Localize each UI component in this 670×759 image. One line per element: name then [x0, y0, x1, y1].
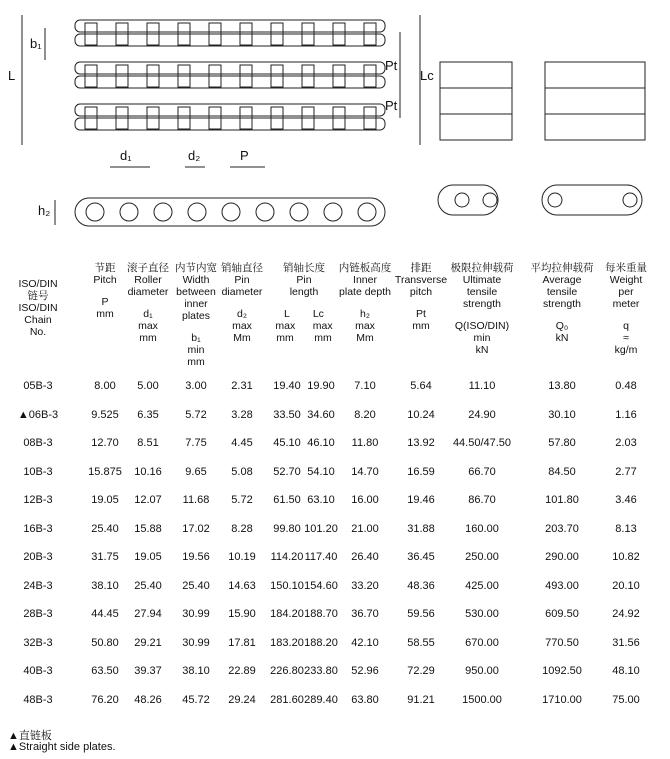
table-cell: 101.80: [545, 494, 579, 506]
table-cell: 86.70: [468, 494, 496, 506]
table-cell: 19.05: [91, 494, 119, 506]
table-cell: 33.20: [351, 579, 379, 592]
table-cell: 44.50/47.50: [452, 437, 512, 449]
table-cell: 233.80: [304, 665, 338, 677]
dim-L: L: [8, 68, 16, 83]
dim-pt-lower: Pt: [385, 98, 398, 113]
table-cell: 19.40: [273, 380, 301, 392]
dim-P: P: [240, 148, 249, 163]
dim-h2: h₂: [38, 203, 51, 218]
end-view-chain-cranked: [542, 62, 645, 215]
column-header: 排距 Transverse pitch Pt mm: [394, 262, 448, 332]
column-header: 内链板高度 Inner plate depth h₂ max Mm: [338, 262, 392, 344]
table-cell: 13.80: [548, 380, 576, 392]
side-roller: [120, 203, 138, 221]
table-cell: 12.07: [134, 494, 162, 506]
table-cell: 21.00: [351, 522, 379, 535]
table-cell: 25.40: [91, 522, 119, 535]
table-cell: 6.35: [137, 408, 159, 421]
table-cell: 75.00: [612, 693, 640, 706]
table-cell: 42.10: [351, 636, 379, 649]
dim-d1: d₁: [120, 148, 132, 163]
table-cell: 61.50: [273, 494, 301, 506]
table-cell: 31.75: [91, 551, 119, 563]
table-cell: 7.10: [354, 380, 376, 392]
table-cell: 3.46: [615, 494, 637, 506]
chain-number: 05B-3: [23, 380, 53, 392]
top-view-chain: [75, 20, 385, 130]
side-roller: [188, 203, 206, 221]
table-cell: 63.10: [307, 494, 335, 506]
table-cell: 184.20: [270, 608, 304, 620]
table-cell: 38.10: [182, 665, 210, 677]
table-cell: 203.70: [545, 522, 579, 535]
table-cell: 52.70: [273, 465, 301, 478]
chain-number: 16B-3: [23, 522, 53, 535]
table-cell: 950.00: [465, 665, 499, 677]
footnote-cn: ▲直链板: [8, 730, 52, 742]
table-cell: 99.80: [273, 522, 301, 535]
column-header: 极限拉伸载荷 Ultimate tensile strength Q(ISO/DIN) min kN: [450, 262, 514, 356]
table-cell: 66.70: [468, 465, 496, 478]
column-header: 销轴长度 Pin length L Lc max max mm mm: [275, 262, 333, 344]
column-header: 节距 Pitch P mm: [93, 262, 117, 320]
table-cell: 25.40: [134, 579, 162, 592]
table-cell: 63.80: [351, 693, 379, 706]
table-cell: 15.90: [228, 608, 256, 620]
table-cell: 183.20: [270, 636, 304, 649]
chain-number: 10B-3: [23, 465, 53, 478]
column-header: 每米重量 Weight per meter q ≈ kg/m: [605, 262, 647, 356]
table-cell: 44.45: [91, 608, 119, 620]
column-header: 滚子直径 Roller diameter d₁ max mm: [127, 262, 169, 344]
chain-number: 48B-3: [23, 693, 53, 706]
table-cell: 1500.00: [462, 693, 502, 706]
end-view-chain: [438, 62, 512, 215]
table-cell: 493.00: [545, 579, 579, 592]
table-cell: 19.90: [307, 380, 335, 392]
table-cell: 14.63: [228, 579, 256, 592]
table-cell: 58.55: [407, 636, 435, 649]
table-cell: 17.02: [182, 522, 210, 535]
table-cell: 7.75: [185, 437, 207, 449]
table-cell: 17.81: [228, 636, 256, 649]
table-cell: 154.60: [304, 579, 338, 592]
side-roller: [256, 203, 274, 221]
chain-number: 20B-3: [23, 551, 53, 563]
chain-number: 24B-3: [23, 579, 53, 592]
table-cell: 8.13: [615, 522, 637, 535]
table-cell: 188.70: [304, 608, 338, 620]
table-cell: 19.56: [182, 551, 210, 563]
dim-d2: d₂: [188, 148, 201, 163]
table-cell: 19.05: [134, 551, 162, 563]
table-cell: 48.36: [407, 579, 435, 592]
table-cell: 250.00: [465, 551, 499, 563]
table-cell: 48.10: [612, 665, 640, 677]
table-cell: 24.90: [468, 408, 496, 421]
table-cell: 16.59: [407, 465, 435, 478]
table-cell: 38.10: [91, 579, 119, 592]
table-cell: 30.10: [548, 408, 576, 421]
table-cell: 8.51: [137, 437, 159, 449]
table-cell: 5.64: [410, 380, 432, 392]
table-cell: 31.88: [407, 522, 435, 535]
table-cell: 63.50: [91, 665, 119, 677]
table-cell: 4.45: [231, 437, 253, 449]
chain-number: 08B-3: [23, 437, 53, 449]
table-cell: 25.40: [182, 579, 210, 592]
table-cell: 160.00: [465, 522, 499, 535]
dim-b1: b₁: [30, 36, 42, 51]
table-cell: 19.46: [407, 494, 435, 506]
chain-number: 28B-3: [23, 608, 53, 620]
table-cell: 26.40: [351, 551, 379, 563]
table-cell: 5.72: [185, 408, 207, 421]
chain-drawings: [0, 0, 670, 250]
table-cell: 24.92: [612, 608, 640, 620]
table-cell: 76.20: [91, 693, 119, 706]
table-cell: 11.10: [468, 380, 496, 392]
table-cell: 670.00: [465, 636, 499, 649]
table-cell: 36.70: [351, 608, 379, 620]
dim-lc: Lc: [420, 68, 434, 83]
table-cell: 45.72: [182, 693, 210, 706]
table-cell: 11.68: [182, 494, 210, 506]
table-cell: 3.00: [185, 380, 207, 392]
chain-number: 40B-3: [23, 665, 53, 677]
table-cell: 0.48: [615, 380, 637, 392]
table-cell: 11.80: [351, 437, 379, 449]
table-cell: 188.20: [304, 636, 338, 649]
table-cell: 10.24: [407, 408, 435, 421]
side-view-chain: [75, 198, 385, 226]
table-cell: 20.10: [612, 579, 640, 592]
side-roller: [290, 203, 308, 221]
table-cell: 114.20: [270, 551, 304, 563]
dim-pt-upper: Pt: [385, 58, 398, 73]
table-cell: 59.56: [407, 608, 435, 620]
table-cell: 281.60: [270, 693, 304, 706]
table-cell: 5.08: [231, 465, 253, 478]
side-roller: [86, 203, 104, 221]
table-cell: 150.10: [270, 579, 304, 592]
table-cell: 29.21: [134, 636, 162, 649]
table-cell: 16.00: [351, 494, 379, 506]
table-cell: 1092.50: [542, 665, 582, 677]
table-cell: 8.20: [354, 408, 376, 421]
footnote-en: ▲Straight side plates.: [8, 741, 116, 753]
table-cell: 10.82: [612, 551, 640, 563]
table-cell: 30.99: [182, 608, 210, 620]
table-cell: 52.96: [351, 665, 379, 677]
table-cell: 27.94: [134, 608, 162, 620]
table-cell: 101.20: [304, 522, 338, 535]
side-roller: [358, 203, 376, 221]
table-cell: 34.60: [307, 408, 335, 421]
chain-number: 12B-3: [23, 494, 53, 506]
table-cell: 12.70: [91, 437, 119, 449]
table-cell: 8.28: [231, 522, 253, 535]
table-cell: 84.50: [548, 465, 576, 478]
table-cell: 15.88: [134, 522, 162, 535]
side-roller: [222, 203, 240, 221]
table-cell: 57.80: [548, 437, 576, 449]
table-cell: 10.19: [228, 551, 256, 563]
table-cell: 46.10: [307, 437, 335, 449]
side-roller: [154, 203, 172, 221]
table-cell: 13.92: [407, 437, 435, 449]
table-cell: 50.80: [91, 636, 119, 649]
table-cell: 5.72: [231, 494, 253, 506]
table-cell: 14.70: [351, 465, 379, 478]
table-cell: 609.50: [545, 608, 579, 620]
column-header: 内节内宽 Width between inner plates b₁ min mm: [175, 262, 217, 368]
table-cell: 10.16: [134, 465, 162, 478]
table-cell: 290.00: [545, 551, 579, 563]
table-cell: 2.03: [615, 437, 637, 449]
table-cell: 770.50: [545, 636, 579, 649]
column-header: 销轴直径 Pin diameter d₂ max Mm: [221, 262, 263, 344]
table-cell: 2.77: [615, 465, 637, 478]
table-cell: 1.16: [615, 408, 637, 421]
column-header: ISO/DIN 链号 ISO/DIN Chain No.: [18, 278, 58, 338]
side-roller: [324, 203, 342, 221]
table-cell: 425.00: [465, 579, 499, 592]
chain-number: ▲06B-3: [17, 408, 59, 421]
table-cell: 5.00: [137, 380, 159, 392]
table-cell: 36.45: [407, 551, 435, 563]
table-cell: 289.40: [304, 693, 338, 706]
table-cell: 30.99: [182, 636, 210, 649]
table-cell: 9.65: [185, 465, 207, 478]
table-cell: 226.80: [270, 665, 304, 677]
table-cell: 8.00: [94, 380, 116, 392]
table-cell: 31.56: [612, 636, 640, 649]
table-cell: 1710.00: [542, 693, 582, 706]
table-cell: 22.89: [228, 665, 256, 677]
table-cell: 117.40: [304, 551, 338, 563]
column-header: 平均拉伸载荷 Average tensile strength Q₀ kN: [530, 262, 594, 344]
table-cell: 15.875: [88, 465, 122, 478]
table-cell: 9.525: [91, 408, 119, 421]
table-cell: 29.24: [228, 693, 256, 706]
table-cell: 54.10: [307, 465, 335, 478]
table-cell: 72.29: [407, 665, 435, 677]
table-cell: 45.10: [273, 437, 301, 449]
table-cell: 530.00: [465, 608, 499, 620]
table-cell: 33.50: [273, 408, 301, 421]
table-cell: 91.21: [407, 693, 435, 706]
table-cell: 48.26: [134, 693, 162, 706]
table-cell: 2.31: [231, 380, 253, 392]
table-cell: 39.37: [134, 665, 162, 677]
chain-number: 32B-3: [23, 636, 53, 649]
table-cell: 3.28: [231, 408, 253, 421]
